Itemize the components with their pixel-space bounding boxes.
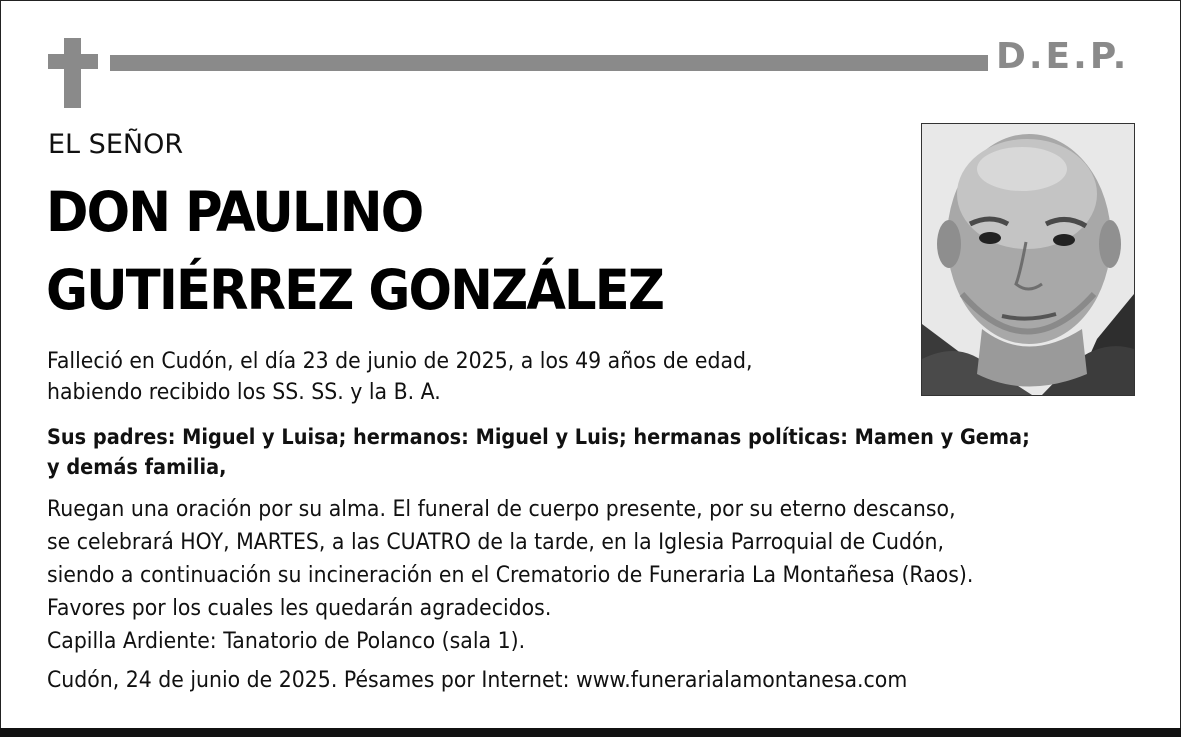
dep-label: D.E.P. [996,36,1130,77]
death-line-2: habiendo recibido los SS. SS. y la B. A. [47,380,441,405]
funeral-line-4: Favores por los cuales les quedarán agradecidos. [47,596,552,621]
funeral-line-3: siendo a continuación su incineración en el Crematorio de Funeraria La Montañesa (Raos). [47,563,974,588]
family-line-2: y demás familia, [47,455,227,479]
death-line-1: Falleció en Cudón, el día 23 de junio de 2025, a los 49 años de edad, [47,349,753,374]
portrait-image [922,124,1134,395]
family-notice [47,422,1030,482]
honorific: EL SEÑOR [48,129,184,160]
deceased-name-line2: GUTIÉRREZ GONZÁLEZ [46,258,664,322]
funeral-notice [47,493,973,658]
funeral-line-5: Capilla Ardiente: Tanatorio de Polanco (sala 1). [47,629,526,654]
funeral-line-1: Ruegan una oración por su alma. El funeral de cuerpo presente, por su eterno descanso, [47,497,956,522]
bottom-rule [0,728,1181,737]
cross-icon [48,38,98,108]
header-rule [110,55,988,71]
death-notice [47,346,753,408]
portrait-photo [921,123,1135,396]
deceased-name-line1: DON PAULINO [46,180,423,244]
footer-line: Cudón, 24 de junio de 2025. Pésames por Internet: www.funerarialamontanesa.com [47,668,908,693]
family-line-1: Sus padres: Miguel y Luisa; hermanos: Miguel y Luis; hermanas políticas: Mamen y Gema; [47,425,1030,449]
funeral-line-2: se celebrará HOY, MARTES, a las CUATRO de la tarde, en la Iglesia Parroquial de Cudón, [47,530,944,555]
